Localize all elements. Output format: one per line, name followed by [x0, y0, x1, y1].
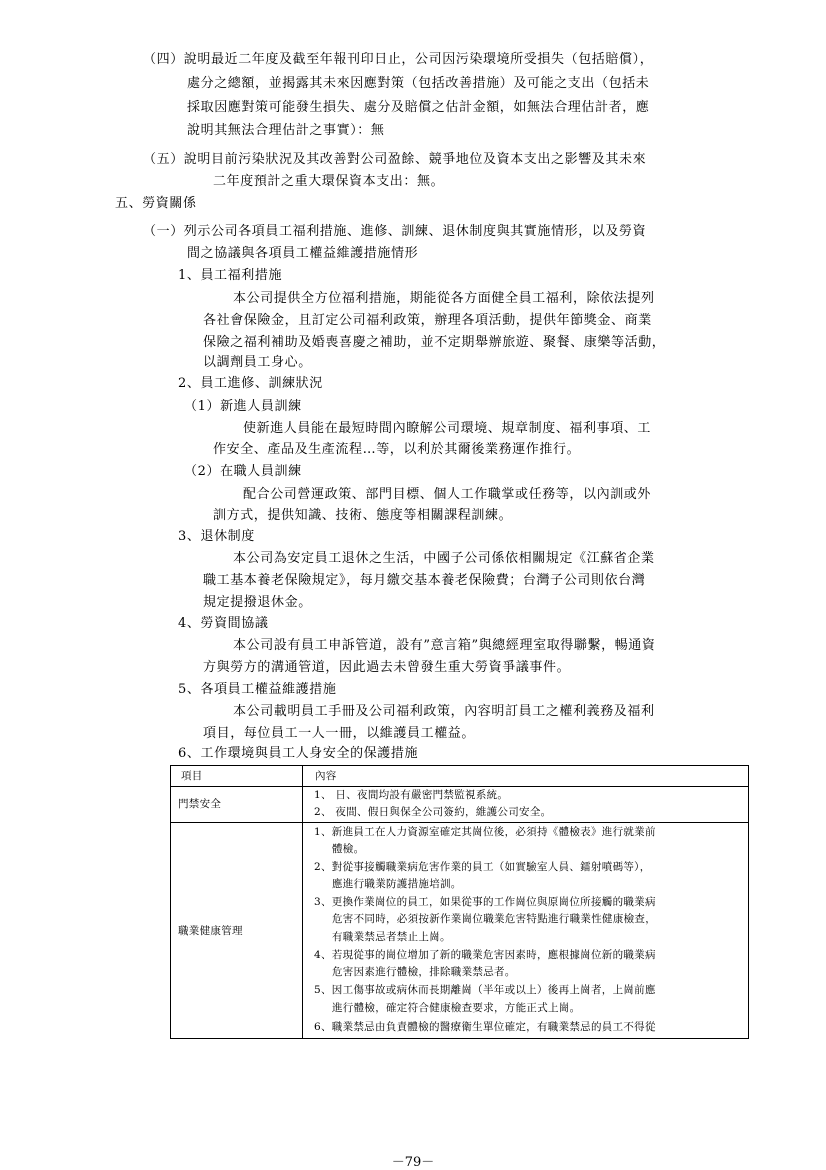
- table-row-health-label: 職業健康管理: [178, 925, 243, 937]
- agreement-line-2: 方與勞方的溝通管道，因此過去未曾發生重大勞資爭議事件。: [203, 660, 571, 675]
- training-new-hire-heading: （1）新進人員訓練: [184, 399, 302, 414]
- table-column-divider: [302, 766, 303, 1038]
- rights-line-2: 項目，每位員工一人一冊，以維護員工權益。: [203, 726, 476, 741]
- table-row-health-item-2b: 應進行職業防護措施培訓。: [332, 878, 462, 890]
- training-new-hire-line-1: 使新進人員能在最短時間內瞭解公司環境、規章制度、福利事項、工: [243, 421, 652, 436]
- section-4-line-1: （四）說明最近二年度及截至年報刊印日止，公司因污染環境所受損失（包括賠償），: [143, 52, 654, 67]
- table-row-health-item-4b: 危害因素進行體檢，排除職業禁忌者。: [332, 966, 516, 978]
- table-row-health-item-4a: 4、若現從事的崗位增加了新的職業危害因素時，應根據崗位新的職業病: [314, 949, 656, 961]
- section-4-line-4: 說明其無法合理估計之事實）：無: [187, 123, 385, 138]
- welfare-heading: 1、員工福利措施: [178, 268, 283, 283]
- page-number: －79－: [391, 1155, 435, 1170]
- item-1-line-2: 間之協議與各項員工權益維護措施情形: [187, 246, 419, 261]
- training-heading: 2、員工進修、訓練狀況: [178, 376, 323, 391]
- welfare-line-3: 保險之福利補助及婚喪喜慶之補助，並不定期舉辦旅遊、聚餐、康樂等活動，: [203, 335, 666, 350]
- table-row-access-control-content-2: 2、 夜間、假日與保全公司簽約，維護公司安全。: [314, 806, 552, 818]
- section-4-line-3: 採取因應對策可能發生損失、處分及賠償之估計金額，如無法合理估計者，應: [187, 100, 650, 115]
- table-row-divider: [171, 822, 748, 823]
- chapter-heading: 五、勞資關係: [115, 196, 197, 211]
- retirement-line-3: 規定提撥退休金。: [203, 595, 312, 610]
- agreement-line-1: 本公司設有員工申訴管道，設有”意言箱”與總經理室取得聯繫，暢通資: [233, 638, 656, 653]
- table-row-health-item-5b: 進行體檢，確定符合健康檢查要求，方能正式上崗。: [332, 1002, 581, 1014]
- safety-heading: 6、工作環境與員工人身安全的保護措施: [178, 746, 419, 761]
- table-header-divider: [171, 786, 748, 787]
- table-row-health-item-3b: 危害不同時，必須按新作業崗位職業危害特點進行職業性健康檢查，: [332, 913, 656, 925]
- rights-line-1: 本公司載明員工手冊及公司福利政策，內容明訂員工之權利義務及福利: [233, 704, 655, 719]
- welfare-line-2: 各社會保險金，且訂定公司福利政策，辦理各項活動，提供年節獎金、商業: [203, 313, 652, 328]
- table-row-health-item-5a: 5、因工傷事故或病休而長期離崗（半年或以上）後再上崗者，上崗前應: [314, 984, 656, 996]
- training-onjob-line-1: 配合公司營運政策、部門目標、個人工作職掌或任務等，以內訓或外: [243, 487, 652, 502]
- training-onjob-heading: （2）在職人員訓練: [184, 464, 302, 479]
- table-row-access-control-label: 門禁安全: [178, 798, 222, 810]
- table-row-health-item-1a: 1、新進員工在人力資源室確定其崗位後，必須持《體檢表》進行就業前: [314, 826, 656, 838]
- welfare-line-4: 以調劑員工身心。: [203, 355, 312, 370]
- retirement-line-2: 職工基本養老保險規定》，每月繳交基本養老保險費；台灣子公司則依台灣: [203, 573, 646, 588]
- retirement-heading: 3、退休制度: [178, 529, 255, 544]
- training-onjob-line-2: 訓方式，提供知識、技術、態度等相關課程訓練。: [213, 508, 513, 523]
- table-header-content: 內容: [315, 770, 337, 782]
- table-row-health-item-3a: 3、更換作業崗位的員工，如果從事的工作崗位與原崗位所接觸的職業病: [314, 896, 656, 908]
- training-new-hire-line-2: 作安全、產品及生產流程…等，以利於其爾後業務運作推行。: [213, 442, 581, 457]
- table-row-access-control-content-1: 1、 日、夜間均設有嚴密門禁監視系統。: [314, 789, 509, 801]
- table-row-health-item-6a: 6、職業禁忌由負責體檢的醫療衛生單位確定，有職業禁忌的員工不得從: [314, 1021, 656, 1033]
- table-row-health-item-3c: 有職業禁忌者禁止上崗。: [332, 931, 451, 943]
- section-5-line-1: （五）說明目前污染狀況及其改善對公司盈餘、競爭地位及資本支出之影響及其未來: [143, 152, 647, 167]
- welfare-line-1: 本公司提供全方位福利措施，期能從各方面健全員工福利，除依法提列: [233, 291, 655, 306]
- retirement-line-1: 本公司為安定員工退休之生活，中國子公司係依相關規定《江蘇省企業: [233, 551, 655, 566]
- section-4-line-2: 處分之總額，並揭露其未來因應對策（包括改善措施）及可能之支出（包括未: [187, 76, 650, 91]
- rights-heading: 5、各項員工權益維護措施: [178, 682, 337, 697]
- table-row-health-item-1b: 體檢。: [332, 843, 365, 855]
- section-5-line-2: 二年度預計之重大環保資本支出：無。: [213, 174, 445, 189]
- item-1-line-1: （一）列示公司各項員工福利措施、進修、訓練、退休制度與其實施情形，以及勞資: [143, 224, 647, 239]
- safety-table: [170, 765, 749, 1039]
- table-row-health-item-2a: 2、對從事接觸職業病危害作業的員工（如實驗室人員、鐳射噴碼等），: [314, 861, 651, 873]
- agreement-heading: 4、勞資間協議: [178, 616, 269, 631]
- table-header-item: 項目: [181, 770, 203, 782]
